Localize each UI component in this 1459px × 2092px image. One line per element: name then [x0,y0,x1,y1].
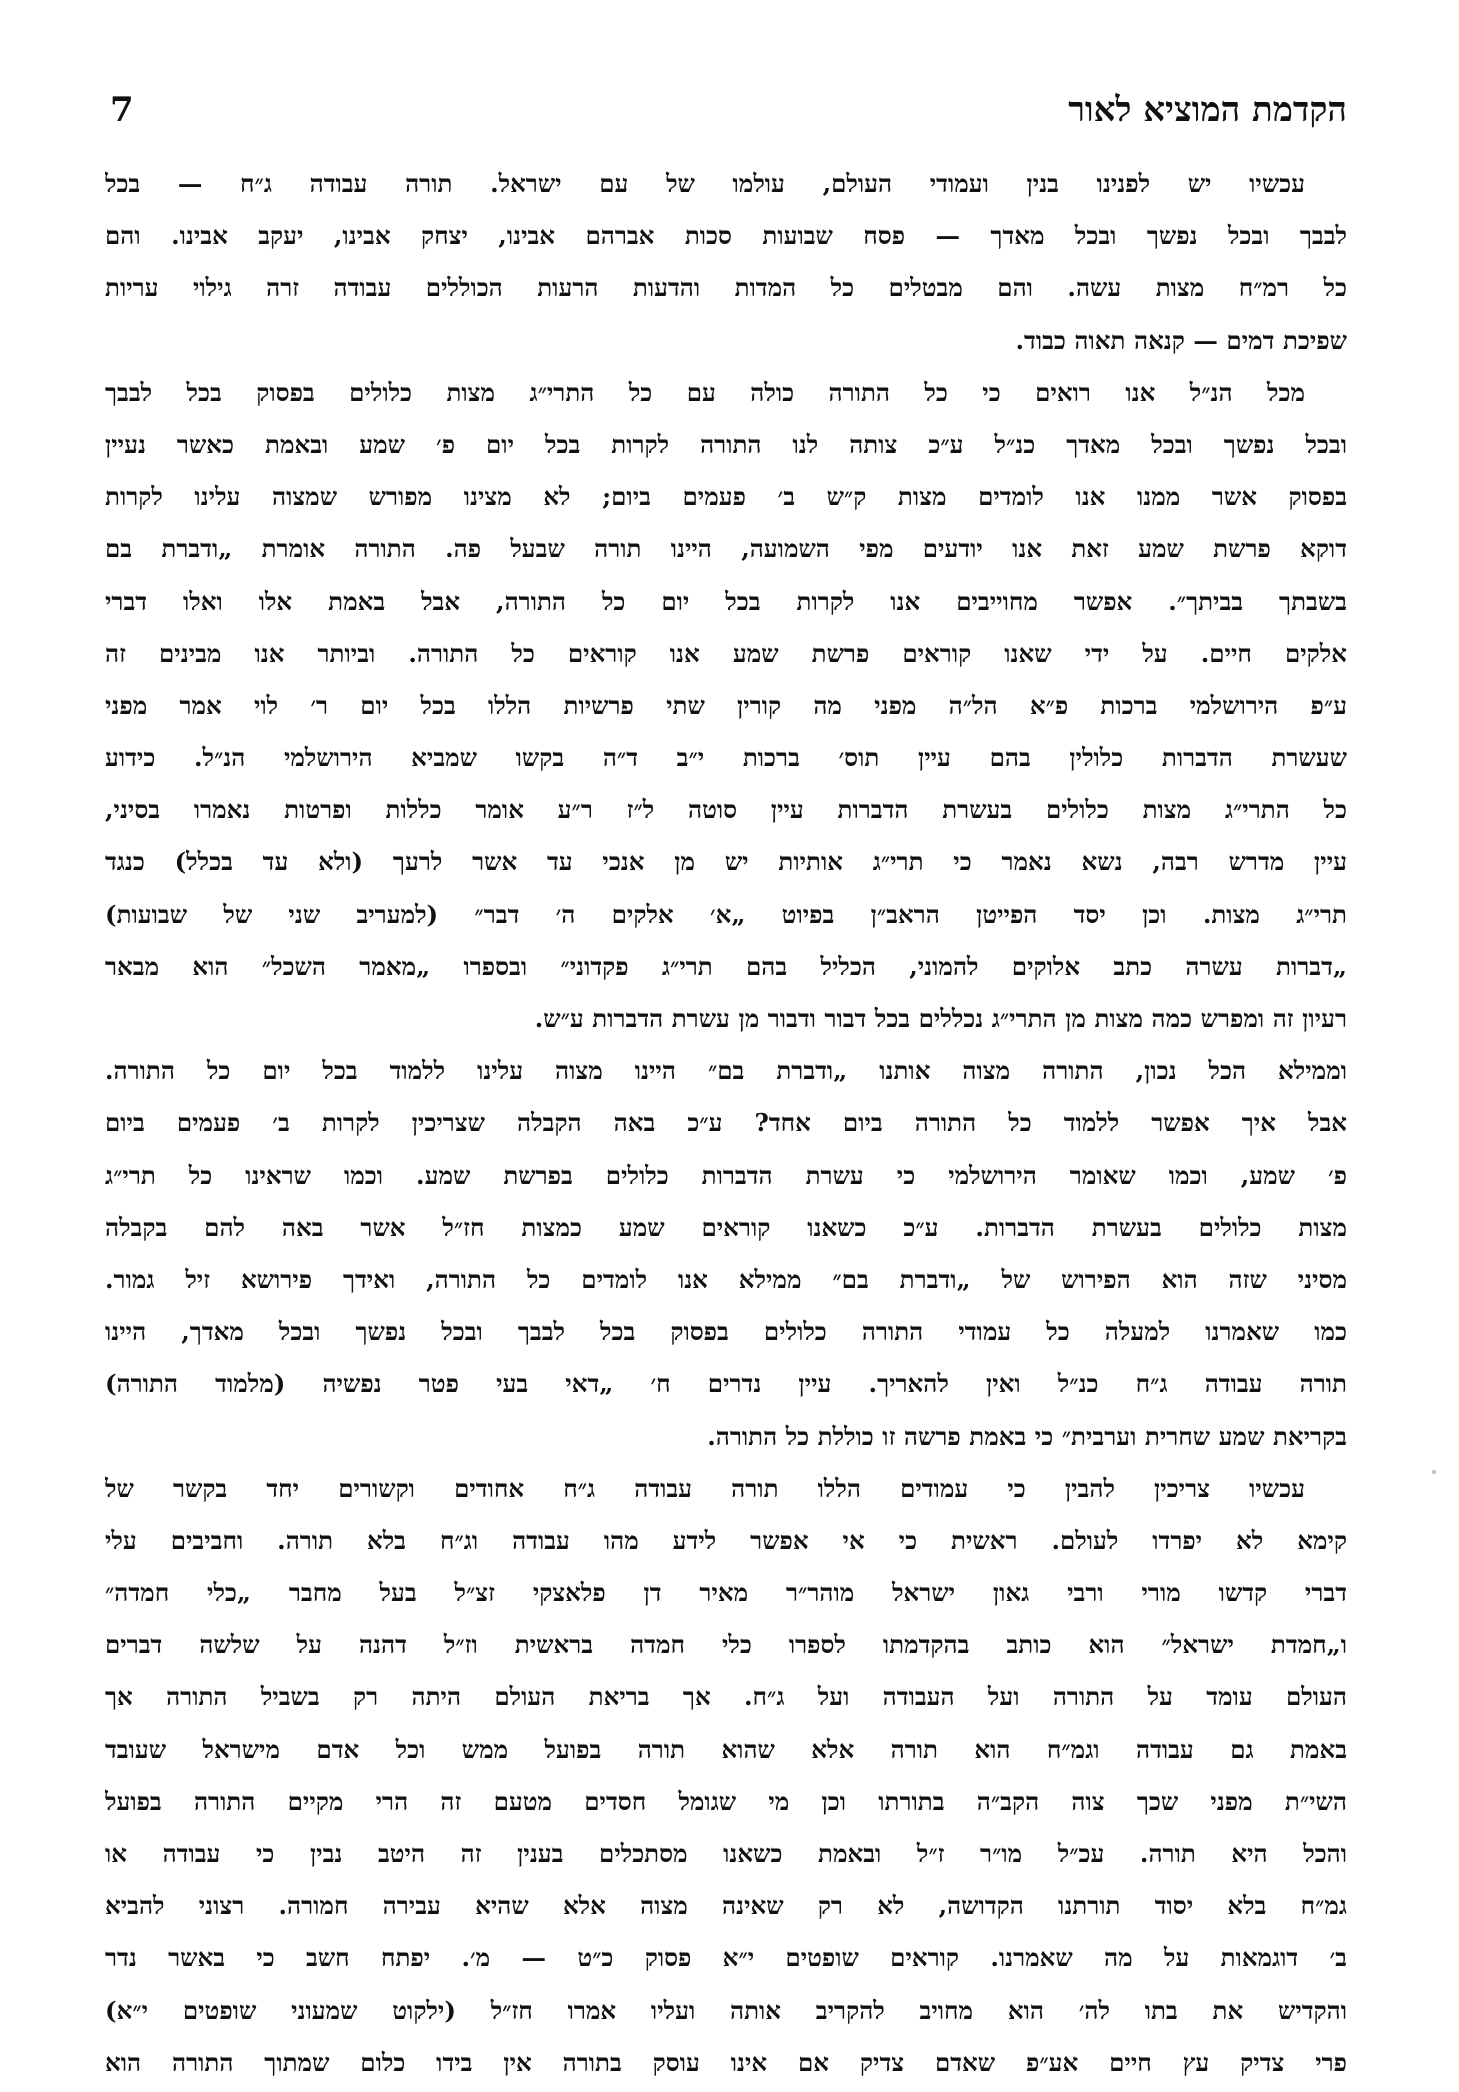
text-line: שפיכת דמים — קנאה תאוה כבוד. [1015,325,1347,355]
text-line: תורה עבודה ג״ח כנ״ל ואין להאריך. עיין נדרים ח׳ „דאי בעי פטר נפשיה (מלמוד התורה) [105,1369,1347,1399]
text-line: ו„חמדת ישראל״ הוא כותב בהקדמתו לספרו כלי חמדה בראשית וז״ל דהנה על שלשה דברים [105,1630,1347,1660]
text-line: תרי״ג מצות. וכן יסד הפייטן הראב״ן בפיוט „א׳ אלקים ה׳ דבר״ (למעריב שני של שבועות) [105,899,1347,929]
text-line: „דברות עשרה כתב אלוקים להמוני, הכליל בהם תרי״ג פקדוני״ ובספרו „מאמר השכל״ הוא מבאר [105,951,1347,981]
text-line: פרי צדיק עץ חיים אע״פ שאדם צדיק אם אינו עוסק בתורה אין בידו כלום שמתוך התורה הוא [105,2047,1347,2077]
text-line: מצות כלולים בעשרת הדברות. ע״כ כשאנו קוראים שמע כמצות חז״ל אשר באה להם בקבלה [105,1212,1347,1242]
text-line: והכל היא תורה. עכ״ל מו״ר ז״ל ובאמת כשאנו מסתכלים בענין זה היטב נבין כי עבודה או [105,1839,1347,1868]
text-line: באמת גם עבודה וגמ״ח הוא תורה אלא שהוא תורה בפועל ממש וכל אדם מישראל שעובד [105,1734,1347,1764]
text-line: מסיני שזה הוא הפירוש של „ודברת בם״ ממילא אנו לומדים כל התורה, ואידך פירושא זיל גמור. [105,1264,1347,1294]
text-line: וממילא הכל נכון, התורה מצוה אותנו „ודברת בם״ היינו מצוה עלינו ללמוד בכל יום כל התורה. [105,1056,1347,1086]
page-header [110,82,1347,138]
text-line: והקדיש את בתו לה׳ הוא מחויב להקריב אותה ועליו אמרו חז״ל (ילקוט שמעוני שופטים י״א) [105,1995,1347,2025]
text-line: בשבתך בביתך״. אפשר מחוייבים אנו לקרות בכל יום כל התורה, אבל באמת אלו ואלו דברי [105,586,1347,616]
text-line: ובכל נפשך ובכל מאדך כנ״ל ע״כ צותה לנו התורה לקרות בכל יום פ׳ שמע ובאמת כאשר נעיין [105,429,1347,459]
scan-speck [1432,1470,1436,1474]
text-line: שעשרת הדברות כלולין בהם עיין תוס׳ ברכות י״ב ד״ה בקשו שמביא הירושלמי הנ״ל. כידוע [105,743,1347,773]
text-line: דברי קדשו מורי ורבי גאון ישראל מוהר״ר מאיר דן פלאצקי זצ״ל בעל מחבר „כלי חמדה״ [105,1578,1347,1608]
text-line: אבל איך אפשר ללמוד כל התורה ביום אחד? ע״כ באה הקבלה שצריכין לקרות ב׳ פעמים ביום [105,1108,1347,1138]
text-line: לבבך ובכל נפשך ובכל מאדך — פסח שבועות סכות אברהם אבינו, יצחק אבינו, יעקב אבינו. והם [105,221,1347,251]
page-number: 7 [110,90,134,130]
text-line: ע״פ הירושלמי ברכות פ״א הל״ה מפני מה קורין שתי פרשיות הללו בכל יום ר׳ לוי אמר מפני [105,690,1347,720]
text-line: כל התרי״ג מצות כלולים בעשרת הדברות עיין סוטה ל״ז ר״ע אומר כללות ופרטות נאמרו בסיני, [105,795,1347,825]
body-text [105,158,1347,2089]
text-line: השי״ת מפני שכך צוה הקב״ה בתורתו וכן מי שגומל חסדים מטעם זה הרי מקיים התורה בפועל [105,1786,1347,1816]
text-line: קימא לא יפרדו לעולם. ראשית כי אי אפשר לידע מהו עבודה וג״ח בלא תורה. וחביבים עלי [105,1525,1347,1555]
text-line: גמ״ח בלא יסוד תורתנו הקדושה, לא רק שאינה מצוה אלא שהיא עבירה חמורה. רצוני להביא [105,1891,1347,1921]
text-line: בפסוק אשר ממנו אנו לומדים מצות ק״ש ב׳ פעמים ביום; לא מצינו מפורש שמצוה עלינו לקרות [105,482,1347,512]
text-line: עכשיו צריכין להבין כי עמודים הללו תורה עבודה ג״ח אחודים וקשורים יחד בקשר של [105,1473,1305,1503]
text-line: פ׳ שמע, וכמו שאומר הירושלמי כי עשרת הדברות כלולים בפרשת שמע. וכמו שראינו כל תרי״ג [105,1160,1347,1190]
text-line: כמו שאמרנו למעלה כל עמודי התורה כלולים בפסוק בכל לבבך ובכל נפשך ובכל מאדך, היינו [105,1317,1347,1347]
text-line: כל רמ״ח מצות עשה. והם מבטלים כל המדות והדעות הרעות הכוללים עבודה זרה גילוי עריות [105,273,1347,303]
text-line: דוקא פרשת שמע זאת אנו יודעים מפי השמועה, היינו תורה שבעל פה. התורה אומרת „ודברת בם [105,534,1347,564]
text-line: העולם עומד על התורה ועל העבודה ועל ג״ח. אך בריאת העולם היתה רק בשביל התורה אך [105,1682,1347,1712]
text-line: רעיון זה ומפרש כמה מצות מן התרי״ג נכללים בכל דבור ודבור מן עשרת הדברות ע״ש. [534,1004,1347,1033]
text-line: בקריאת שמע שחרית וערבית״ כי באמת פרשה זו כוללת כל התורה. [707,1421,1347,1451]
text-line: אלקים חיים. על ידי שאנו קוראים פרשת שמע אנו קוראים כל התורה. וביותר אנו מבינים זה [105,638,1347,668]
text-line: מכל הנ״ל אנו רואים כי כל התורה כולה עם כל התרי״ג מצות כלולים בפסוק בכל לבבך [105,377,1305,407]
text-line: ב׳ דוגמאות על מה שאמרנו. קוראים שופטים י״א פסוק כ״ט — מ׳. יפתח חשב כי באשר נדר [105,1943,1347,1973]
running-title: הקדמת המוציא לאור [1068,90,1347,130]
text-line: עכשיו יש לפנינו בנין ועמודי העולם, עולמו של עם ישראל. תורה עבודה ג״ח — בכל [105,169,1305,198]
text-line: עיין מדרש רבה, נשא נאמר כי תרי״ג אותיות יש מן אנכי עד אשר לרעך (ולא עד בכלל) כנגד [105,847,1347,877]
